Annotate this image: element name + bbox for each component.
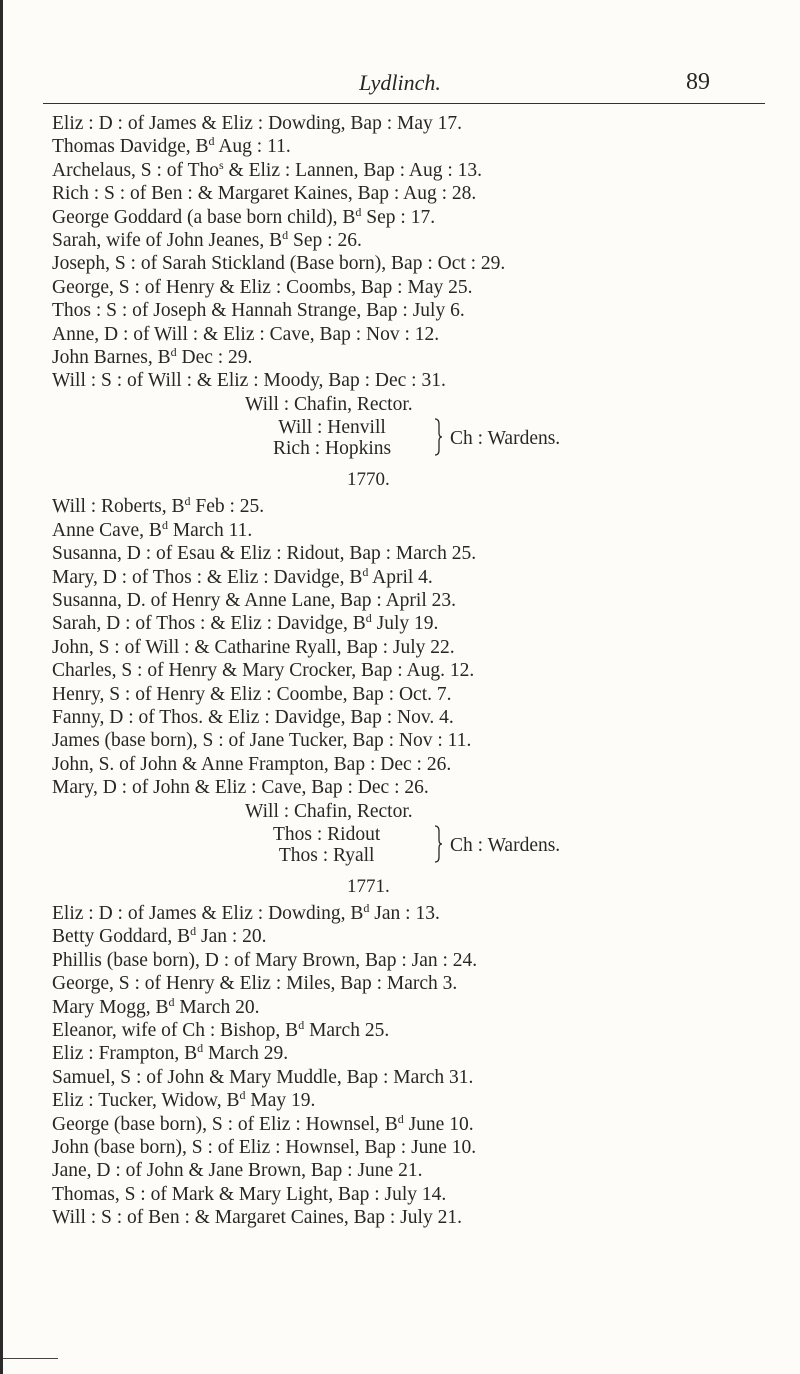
register-entry: Betty Goddard, $B^d$ Jan : 20. [52,924,267,948]
register-entry: Mary, D : of John & Eliz : Cave, Bap : Dec : 26. [52,777,429,799]
register-entry: Thomas, S : of Mark & Mary Light, Bap : July 14. [52,1183,447,1205]
right-brace-icon [434,418,443,456]
register-entry: Anne, D : of Will : & Eliz : Cave, Bap : Nov : 12. [52,323,440,345]
rector-signature: Will : Chafin, Rector. [245,393,413,415]
footer-rule [3,1358,58,1359]
year-heading: 1771. [347,875,390,897]
right-brace-icon [434,825,443,863]
register-entry: Eliz : Tucker, Widow, $B^d$ May 19. [52,1088,316,1112]
register-entry: Will : Roberts, $B^d$ Feb : 25. [52,494,265,518]
running-head [0,66,800,106]
register-entry: John (base born), S : of Eliz : Hownsel, Bap : June 10. [52,1137,477,1159]
register-entry: Fanny, D : of Thos. & Eliz : Davidge, Bap : Nov. 4. [52,706,454,728]
warden-name: Thos : Ridout [273,823,381,845]
register-entry: Thomas Davidge, $B^d$ Aug : 11. [52,134,291,158]
register-entry: Eliz : D : of James & Eliz : Dowding, $B^d$ Jan : 13. [52,900,440,924]
page-binding-edge [0,0,3,1374]
register-entry: Eliz : D : of James & Eliz : Dowding, Bap : May 17. [52,113,462,134]
register-entry: Rich : S : of Ben : & Margaret Kaines, Bap : Aug : 28. [52,183,477,205]
wardens-label: Ch : Wardens. [450,834,561,856]
register-entry: Archelaus, S : of Tho$^s$ & Eliz : Lannen, Bap : Aug : 13. [52,157,483,181]
running-title: Lydlinch. [359,70,441,95]
register-entry: James (base born), S : of Jane Tucker, Bap : Nov : 11. [52,730,472,752]
register-entry: Samuel, S : of John & Mary Muddle, Bap : March 31. [52,1066,474,1088]
warden-name: Will : Henvill [278,417,386,439]
register-body [52,112,772,1230]
register-entry: Eliz : Frampton, $B^d$ March 29. [52,1041,289,1065]
churchwardens-block [52,416,772,466]
register-entry: Phillis (base born), D : of Mary Brown, Bap : Jan : 24. [52,949,478,971]
page-number: 89 [686,69,710,95]
rector-signature: Will : Chafin, Rector. [245,800,413,822]
churchwardens-block [52,823,772,873]
warden-names [273,417,391,459]
register-entry: John, S. of John & Anne Frampton, Bap : Dec : 26. [52,753,452,775]
register-entry: Mary, D : of Thos : & Eliz : Davidge, $B^d$ April 4. [52,564,433,588]
warden-name: Rich : Hopkins [273,438,392,460]
wardens-label: Ch : Wardens. [450,428,561,450]
register-entry: Charles, S : of Henry & Mary Crocker, Bap : Aug. 12. [52,660,475,682]
header-rule [43,103,765,104]
register-entry: John Barnes, $B^d$ Dec : 29. [52,345,253,369]
warden-names [273,824,380,866]
register-entry: Mary Mogg, $B^d$ March 20. [52,994,260,1018]
register-entry: George, S : of Henry & Eliz : Coombs, Bap : May 25. [52,276,473,298]
register-entry: George (base born), S : of Eliz : Hownsel, $B^d$ June 10. [52,1111,474,1135]
register-entry: Anne Cave, $B^d$ March 11. [52,517,253,541]
register-entry: Susanna, D : of Esau & Eliz : Ridout, Bap : March 25. [52,543,477,565]
register-entry: Will : S : of Will : & Eliz : Moody, Bap : Dec : 31. [52,370,446,392]
register-entry: Joseph, S : of Sarah Stickland (Base born), Bap : Oct : 29. [52,253,506,275]
register-entry: Susanna, D. of Henry & Anne Lane, Bap : April 23. [52,589,457,611]
register-entry: Thos : S : of Joseph & Hannah Strange, Bap : July 6. [52,300,465,322]
register-entry: Sarah, D : of Thos : & Eliz : Davidge, $B^d$ July 19. [52,611,439,635]
register-entry: Eleanor, wife of Ch : Bishop, $B^d$ March 25. [52,1018,390,1041]
warden-name: Thos : Ryall [278,844,375,866]
register-entry: George, S : of Henry & Eliz : Miles, Bap : March 3. [52,973,458,995]
register-entry: Jane, D : of John & Jane Brown, Bap : June 21. [52,1160,423,1182]
register-entry: Sarah, wife of John Jeanes, $B^d$ Sep : 26. [52,228,362,252]
register-entry: Henry, S : of Henry & Eliz : Coombe, Bap : Oct. 7. [52,683,452,705]
year-heading: 1770. [347,469,390,491]
register-entry: George Goddard (a base born child), $B^d$ Sep : 17. [52,204,436,228]
register-entry: John, S : of Will : & Catharine Ryall, Bap : July 22. [52,636,455,658]
register-entry: Will : S : of Ben : & Margaret Caines, Bap : July 21. [52,1207,462,1229]
